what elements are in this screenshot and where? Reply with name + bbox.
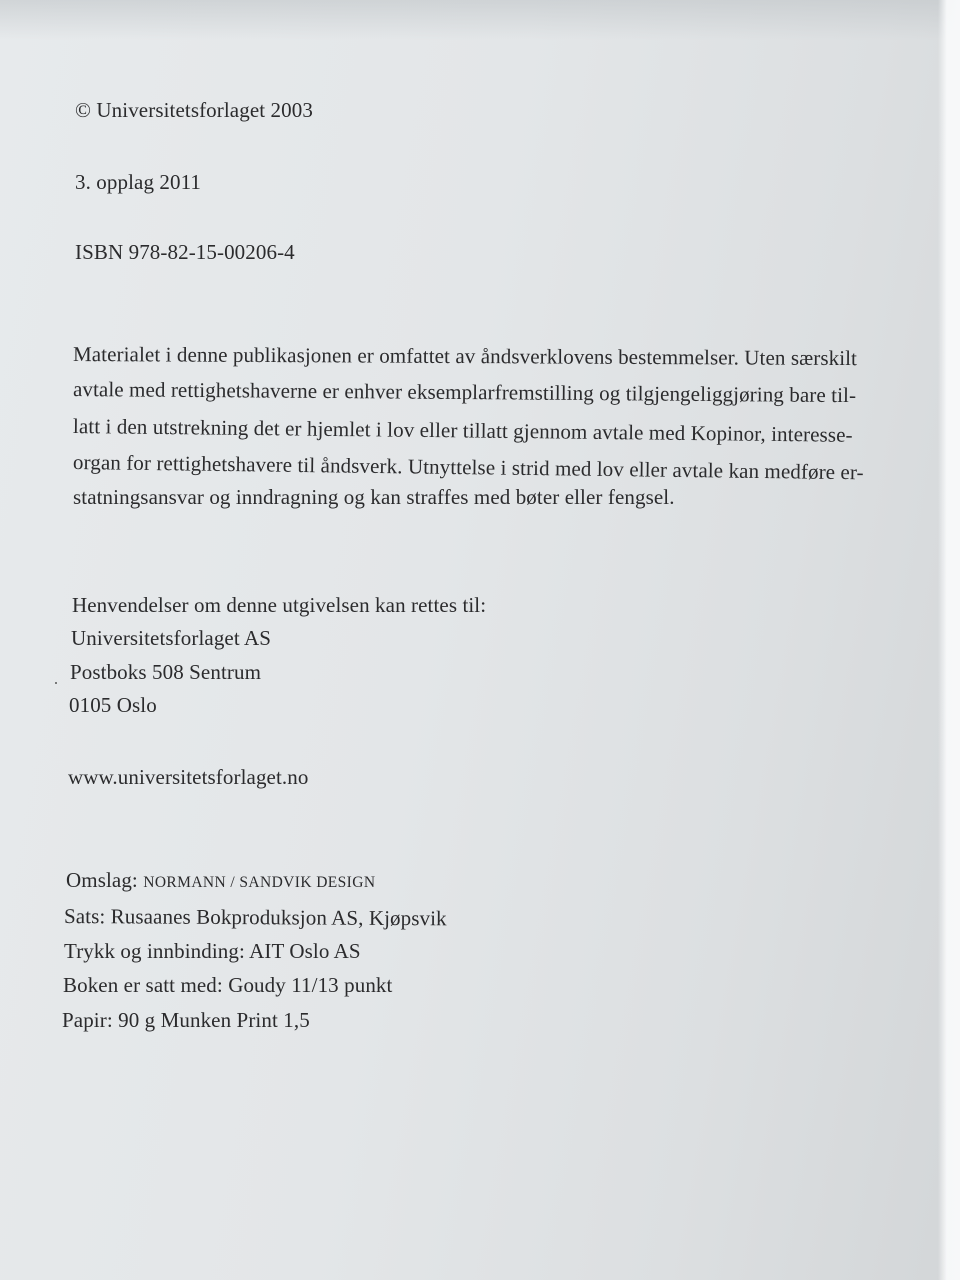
contact-street: Postboks 508 Sentrum — [70, 660, 262, 684]
rights-line-4: organ for rettighetshavere til åndsverk. Utnyttelse i strid med lov eller avtale kan medføre er- — [72, 450, 864, 485]
top-shadow — [0, 0, 960, 40]
edition-line: 3. opplag 2011 — [75, 170, 202, 194]
page-edge — [938, 0, 960, 1280]
ink-speck — [55, 682, 57, 684]
website-link: www.universitetsforlaget.no — [68, 765, 309, 789]
cover-value: NORMANN / SANDVIK DESIGN — [143, 874, 376, 891]
contact-name: Universitetsforlaget AS — [71, 626, 272, 650]
colophon-paper: Papir: 90 g Munken Print 1,5 — [62, 1008, 310, 1032]
rights-line-3: latt i den utstrekning det er hjemlet i lov eller tillatt gjennom avtale med Kopinor, interesse- — [72, 414, 853, 447]
rights-line-5: statningsansvar og inndragning og kan straffes med bøter eller fengsel. — [73, 485, 675, 509]
colophon-cover — [66, 870, 375, 891]
contact-intro: Henvendelser om denne utgivelsen kan rettes til: — [72, 593, 487, 617]
rights-line-2: avtale med rettighetshaverne er enhver eksemplarfremstilling og tilgjengeliggjøring bare til- — [72, 377, 857, 408]
colophon-typesetting: Sats: Rusaanes Bokproduksjon AS, Kjøpsvik — [63, 904, 447, 931]
colophon-typeface: Boken er satt med: Goudy 11/13 punkt — [63, 973, 393, 997]
isbn-line: ISBN 978-82-15-00206-4 — [75, 240, 295, 264]
cover-label: Omslag: — [66, 868, 138, 892]
rights-line-1: Materialet i denne publikasjonen er omfattet av åndsverklovens bestemmelser. Uten særskilt — [72, 342, 858, 371]
copyright-line: © Universitetsforlaget 2003 — [75, 98, 313, 122]
colophon-printing: Trykk og innbinding: AIT Oslo AS — [64, 939, 361, 963]
contact-city: 0105 Oslo — [69, 693, 157, 717]
